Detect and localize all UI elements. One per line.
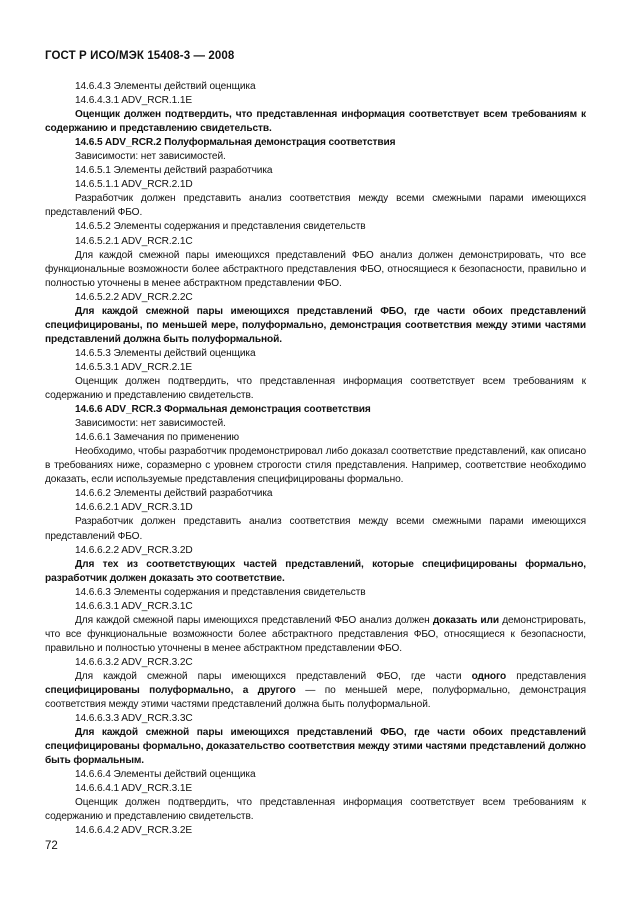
- text-run: представления: [506, 670, 586, 682]
- text-run: 14.6.5.2.2 ADV_RCR.2.2C: [75, 291, 193, 303]
- paragraph: [45, 417, 586, 431]
- paragraph: [45, 670, 586, 712]
- text-run: 14.6.6.3.1 ADV_RCR.3.1C: [75, 600, 193, 612]
- text-run: Зависимости: нет зависимостей.: [75, 151, 226, 163]
- page-header: ГОСТ Р ИСО/МЭК 15408-3 — 2008: [45, 50, 235, 62]
- text-run: Зависимости: нет зависимостей.: [75, 418, 226, 430]
- paragraph: [45, 108, 586, 136]
- paragraph: [45, 586, 586, 600]
- paragraph: [45, 544, 586, 558]
- text-run: Оценщик должен подтвердить, что представленная информация соответствует всем требованиям к содержанию и представлению свидетельств.: [45, 797, 586, 823]
- paragraph: [45, 80, 586, 94]
- paragraph: [45, 249, 586, 291]
- paragraph: [45, 136, 586, 150]
- bold-text-run: одного: [471, 670, 507, 682]
- text-run: 14.6.4.3.1 ADV_RCR.1.1E: [75, 95, 193, 107]
- text-run: 14.6.6.3.3 ADV_RCR.3.3C: [75, 713, 193, 725]
- paragraph: [45, 782, 586, 796]
- text-run: Для каждой смежной пары имеющихся представлений ФБО анализ должен демонстрировать, что все функциональные возможности более абстрактного представления ФБО, относящиеся к безопасности, правильно и полностью уточнены в менее абстрактном представлении ФБО.: [45, 249, 586, 289]
- text-run: 14.6.5.2 Элементы содержания и представления свидетельств: [75, 221, 366, 233]
- text-run: 14.6.6.2 Элементы действий разработчика: [75, 488, 273, 500]
- text-run: Оценщик должен подтвердить, что представленная информация соответствует всем требованиям к содержанию и представлению свидетельств.: [45, 375, 586, 402]
- text-run: 14.6.6.2.2 ADV_RCR.3.2D: [75, 544, 193, 556]
- paragraph: [45, 558, 586, 586]
- text-run: демонстрировать, что все функциональные возможности более абстрактного представления ФБО, относящиеся к безопасности, правильно и полностью уточнены в менее абстрактном представлении ФБО.: [45, 614, 586, 654]
- paragraph: [45, 220, 586, 234]
- paragraph: [45, 164, 586, 178]
- bold-text-run: Оценщик должен подтвердить, что представленная информация соответствует всем требованиям к содержанию и представлению свидетельств.: [45, 109, 586, 135]
- bold-text-run: 14.6.6 ADV_RCR.3 Формальная демонстрация соответствия: [75, 404, 371, 416]
- text-run: 14.6.5.2.1 ADV_RCR.2.1C: [75, 235, 193, 247]
- text-run: 14.6.6.3 Элементы содержания и представления свидетельств: [75, 586, 366, 598]
- paragraph: [45, 487, 586, 501]
- bold-text-run: Для каждой смежной пары имеющихся представлений ФБО, где части обоих представлений специфицированы формально, доказательство соответствия между этими частями представлений должно быть формальным.: [45, 727, 586, 767]
- paragraph: [45, 796, 586, 824]
- bold-text-run: 14.6.5 ADV_RCR.2 Полуформальная демонстрация соответствия: [75, 137, 396, 149]
- paragraph: [45, 235, 586, 249]
- paragraph: [45, 375, 586, 403]
- text-run: 14.6.6.4.1 ADV_RCR.3.1E: [75, 783, 193, 795]
- paragraph: [45, 291, 586, 305]
- paragraph: [45, 305, 586, 347]
- text-run: 14.6.5.1 Элементы действий разработчика: [75, 165, 273, 177]
- text-run: 14.6.6.4.2 ADV_RCR.3.2E: [75, 825, 193, 837]
- text-run: 14.6.5.1.1 ADV_RCR.2.1D: [75, 179, 193, 191]
- paragraph: [45, 150, 586, 164]
- paragraph: [45, 656, 586, 670]
- text-run: 14.6.6.2.1 ADV_RCR.3.1D: [75, 502, 193, 514]
- text-run: Необходимо, чтобы разработчик продемонстрировал либо доказал соответствие представлений, как описано в требованиях ниже, соразмерно с уровнем строгости стиля представления. Например, соответствие необходимо доказать, если используемые представления специфицированы формально.: [45, 446, 586, 486]
- page-number: 72: [45, 840, 58, 852]
- paragraph: [45, 94, 586, 108]
- paragraph: [45, 431, 586, 445]
- text-run: Разработчик должен представить анализ соответствия между всеми смежными парами имеющихся представлений ФБО.: [45, 516, 586, 542]
- text-run: 14.6.5.3.1 ADV_RCR.2.1E: [75, 361, 193, 373]
- paragraph: [45, 600, 586, 614]
- text-run: Для каждой смежной пары имеющихся представлений ФБО анализ должен: [75, 614, 433, 626]
- text-run: 14.6.6.1 Замечания по применению: [75, 432, 240, 444]
- text-run: 14.6.5.3 Элементы действий оценщика: [75, 347, 256, 359]
- text-run: 14.6.6.3.2 ADV_RCR.3.2C: [75, 656, 193, 668]
- paragraph: [45, 192, 586, 220]
- text-run: Разработчик должен представить анализ соответствия между всеми смежными парами имеющихся представлений ФБО.: [45, 193, 586, 219]
- bold-text-run: доказать или: [432, 614, 499, 626]
- paragraph: [45, 824, 586, 838]
- paragraph: [45, 361, 586, 375]
- bold-text-run: Для тех из соответствующих частей представлений, которые специфицированы формально, разработчик должен доказать это соответствие.: [45, 558, 586, 584]
- text-run: — по меньшей мере, полуформально, демонстрация соответствия между этими частями представлений должна быть полуформальной.: [45, 685, 586, 711]
- paragraph: [45, 403, 586, 417]
- bold-text-run: специфицированы полуформально, а другого: [45, 685, 296, 697]
- paragraph: [45, 515, 586, 543]
- paragraph: [45, 178, 586, 192]
- paragraph: [45, 614, 586, 656]
- text-run: 14.6.4.3 Элементы действий оценщика: [75, 81, 256, 92]
- text-run: Для каждой смежной пары имеющихся представлений ФБО, где части: [75, 670, 472, 682]
- paragraph: [45, 501, 586, 515]
- paragraph: [45, 347, 586, 361]
- text-run: 14.6.6.4 Элементы действий оценщика: [75, 769, 256, 781]
- document-body: [45, 80, 586, 839]
- paragraph: [45, 712, 586, 726]
- paragraph: [45, 726, 586, 768]
- paragraph: [45, 768, 586, 782]
- paragraph: [45, 445, 586, 487]
- bold-text-run: Для каждой смежной пары имеющихся представлений ФБО, где части обоих представлений специфицированы, по меньшей мере, полуформально, демонстрация соответствия между этими частями представлений должна быть полуформальной.: [45, 305, 586, 345]
